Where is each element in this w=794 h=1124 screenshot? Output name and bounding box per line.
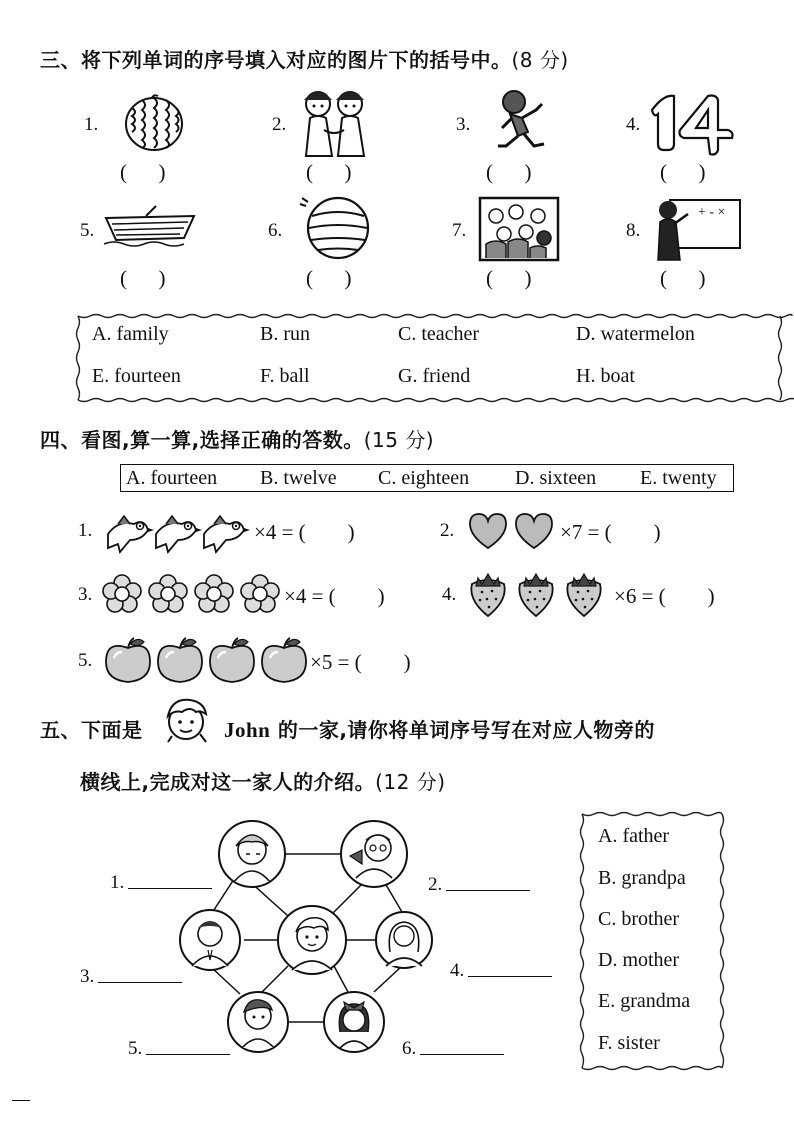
family-blank-label-2: 2. <box>428 874 443 895</box>
section5-heading-line2 <box>80 766 446 795</box>
problem-number-1: 1. <box>78 520 93 541</box>
running-boy-icon <box>488 88 554 156</box>
ball-icon <box>298 190 382 262</box>
section3-heading <box>40 44 569 73</box>
family-blank-label-6: 6. <box>402 1038 417 1059</box>
svg-text:+ - ×: + - × <box>698 205 726 220</box>
apple-icon <box>106 638 150 682</box>
word-option-d: D. watermelon <box>576 323 695 345</box>
strawberry-icon <box>471 574 504 616</box>
family-blank-line-5[interactable] <box>146 1054 230 1055</box>
word-option-b: B. run <box>260 323 310 345</box>
section5-heading-line2-text: 横线上,完成对这一家人的介绍。 <box>80 770 376 794</box>
section5-heading-part2: 的一家,请你将单词序号写在对应人物旁的 <box>277 718 655 742</box>
john-name: John <box>224 718 271 742</box>
number-option-e: E. twenty <box>640 467 717 489</box>
brother-portrait-icon <box>228 992 288 1052</box>
flower-icon-group <box>102 574 282 616</box>
section3-heading-text: 三、将下列单词的序号填入对应的图片下的括号中。 <box>40 48 512 72</box>
family-blank-label-1: 1. <box>110 872 125 893</box>
item-number-2: 2. <box>272 114 287 135</box>
word-option-a: A. family <box>92 323 169 345</box>
grandpa-portrait-icon <box>341 821 407 887</box>
apple-icon <box>158 638 202 682</box>
family-blank-label-4: 4. <box>450 960 465 981</box>
word-option-h: H. boat <box>576 365 635 387</box>
answer-paren-3[interactable]: ( ) <box>486 160 532 184</box>
item-number-3: 3. <box>456 114 471 135</box>
strawberry-icon <box>567 574 600 616</box>
family-option-d: D. mother <box>598 949 680 971</box>
number-option-c: C. eighteen <box>378 467 470 489</box>
family-tree-diagram <box>170 816 420 1062</box>
two-friends-icon <box>294 86 376 158</box>
problem-number-2: 2. <box>440 520 455 541</box>
teacher-icon <box>652 194 742 264</box>
answer-paren-6[interactable]: ( ) <box>306 266 352 290</box>
section4-score: (15 分) <box>363 428 435 452</box>
family-blank-line-1[interactable] <box>128 888 212 889</box>
family-blank-line-2[interactable] <box>446 890 530 891</box>
family-option-c: C. brother <box>598 908 680 930</box>
family-blank-label-3: 3. <box>80 966 95 987</box>
item-number-4: 4. <box>626 114 641 135</box>
family-option-b: B. grandpa <box>598 867 686 889</box>
family-blank-line-3[interactable] <box>98 982 182 983</box>
heart-icon <box>470 514 506 548</box>
family-option-e: E. grandma <box>598 990 691 1012</box>
word-option-c: C. teacher <box>398 323 480 345</box>
item-number-5: 5. <box>80 220 95 241</box>
sister-portrait-icon <box>324 992 384 1052</box>
bird-icon-group <box>104 514 250 552</box>
item-number-8: 8. <box>626 220 641 241</box>
answer-paren-5[interactable]: ( ) <box>120 266 166 290</box>
problem-expression-2[interactable]: ×7 = ( ) <box>560 520 661 544</box>
boat-icon <box>104 204 196 248</box>
section5-heading-part1: 五、下面是 <box>40 718 143 742</box>
section5-heading-rest <box>224 714 655 743</box>
section4-heading <box>40 424 434 453</box>
footer-dash <box>12 1100 30 1101</box>
family-option-a: A. father <box>598 825 670 847</box>
strawberry-icon <box>519 574 552 616</box>
flower-icon <box>149 575 187 612</box>
father-portrait-icon <box>180 910 240 970</box>
family-option-f: F. sister <box>598 1032 660 1054</box>
family-photo-icon <box>478 196 560 262</box>
strawberry-icon-group <box>468 566 612 618</box>
number-option-a: A. fourteen <box>126 467 218 489</box>
answer-paren-2[interactable]: ( ) <box>306 160 352 184</box>
word-option-f: F. ball <box>260 365 310 387</box>
answer-paren-4[interactable]: ( ) <box>660 160 706 184</box>
answer-paren-1[interactable]: ( ) <box>120 160 166 184</box>
mother-portrait-icon <box>376 912 432 968</box>
flower-icon <box>103 575 141 612</box>
family-blank-line-4[interactable] <box>468 976 552 977</box>
number-option-d: D. sixteen <box>515 467 597 489</box>
john-head-icon <box>160 694 216 746</box>
problem-number-5: 5. <box>78 650 93 671</box>
flower-icon <box>241 575 279 612</box>
problem-expression-4[interactable]: ×6 = ( ) <box>614 584 715 608</box>
section4-heading-text: 四、看图,算一算,选择正确的答数。 <box>40 428 364 452</box>
section5-heading <box>40 714 143 743</box>
problem-expression-3[interactable]: ×4 = ( ) <box>284 584 385 608</box>
heart-icon-group <box>468 512 556 552</box>
apple-icon-group <box>104 636 310 684</box>
john-portrait-icon <box>278 906 346 974</box>
heart-icon <box>516 514 552 548</box>
problem-expression-5[interactable]: ×5 = ( ) <box>310 650 411 674</box>
word-option-g: G. friend <box>398 365 471 387</box>
section5-score: (12 分) <box>375 770 446 794</box>
grandma-portrait-icon <box>219 821 285 887</box>
section3-score: (8 分) <box>511 48 569 72</box>
problem-number-3: 3. <box>78 584 93 605</box>
family-blank-line-6[interactable] <box>420 1054 504 1055</box>
family-blank-label-5: 5. <box>128 1038 143 1059</box>
problem-expression-1[interactable]: ×4 = ( ) <box>254 520 355 544</box>
item-number-1: 1. <box>84 114 99 135</box>
watermelon-icon <box>122 94 186 154</box>
apple-icon <box>262 638 306 682</box>
word-option-e: E. fourteen <box>92 365 181 387</box>
number-option-b: B. twelve <box>260 467 337 489</box>
answer-paren-8[interactable]: ( ) <box>660 266 706 290</box>
answer-paren-7[interactable]: ( ) <box>486 266 532 290</box>
flower-icon <box>195 575 233 612</box>
problem-number-4: 4. <box>442 584 457 605</box>
item-number-6: 6. <box>268 220 283 241</box>
bird-icon <box>204 516 250 552</box>
item-number-7: 7. <box>452 220 467 241</box>
apple-icon <box>210 638 254 682</box>
number-14-icon <box>646 90 742 156</box>
bird-icon <box>108 516 154 552</box>
bird-icon <box>156 516 202 552</box>
